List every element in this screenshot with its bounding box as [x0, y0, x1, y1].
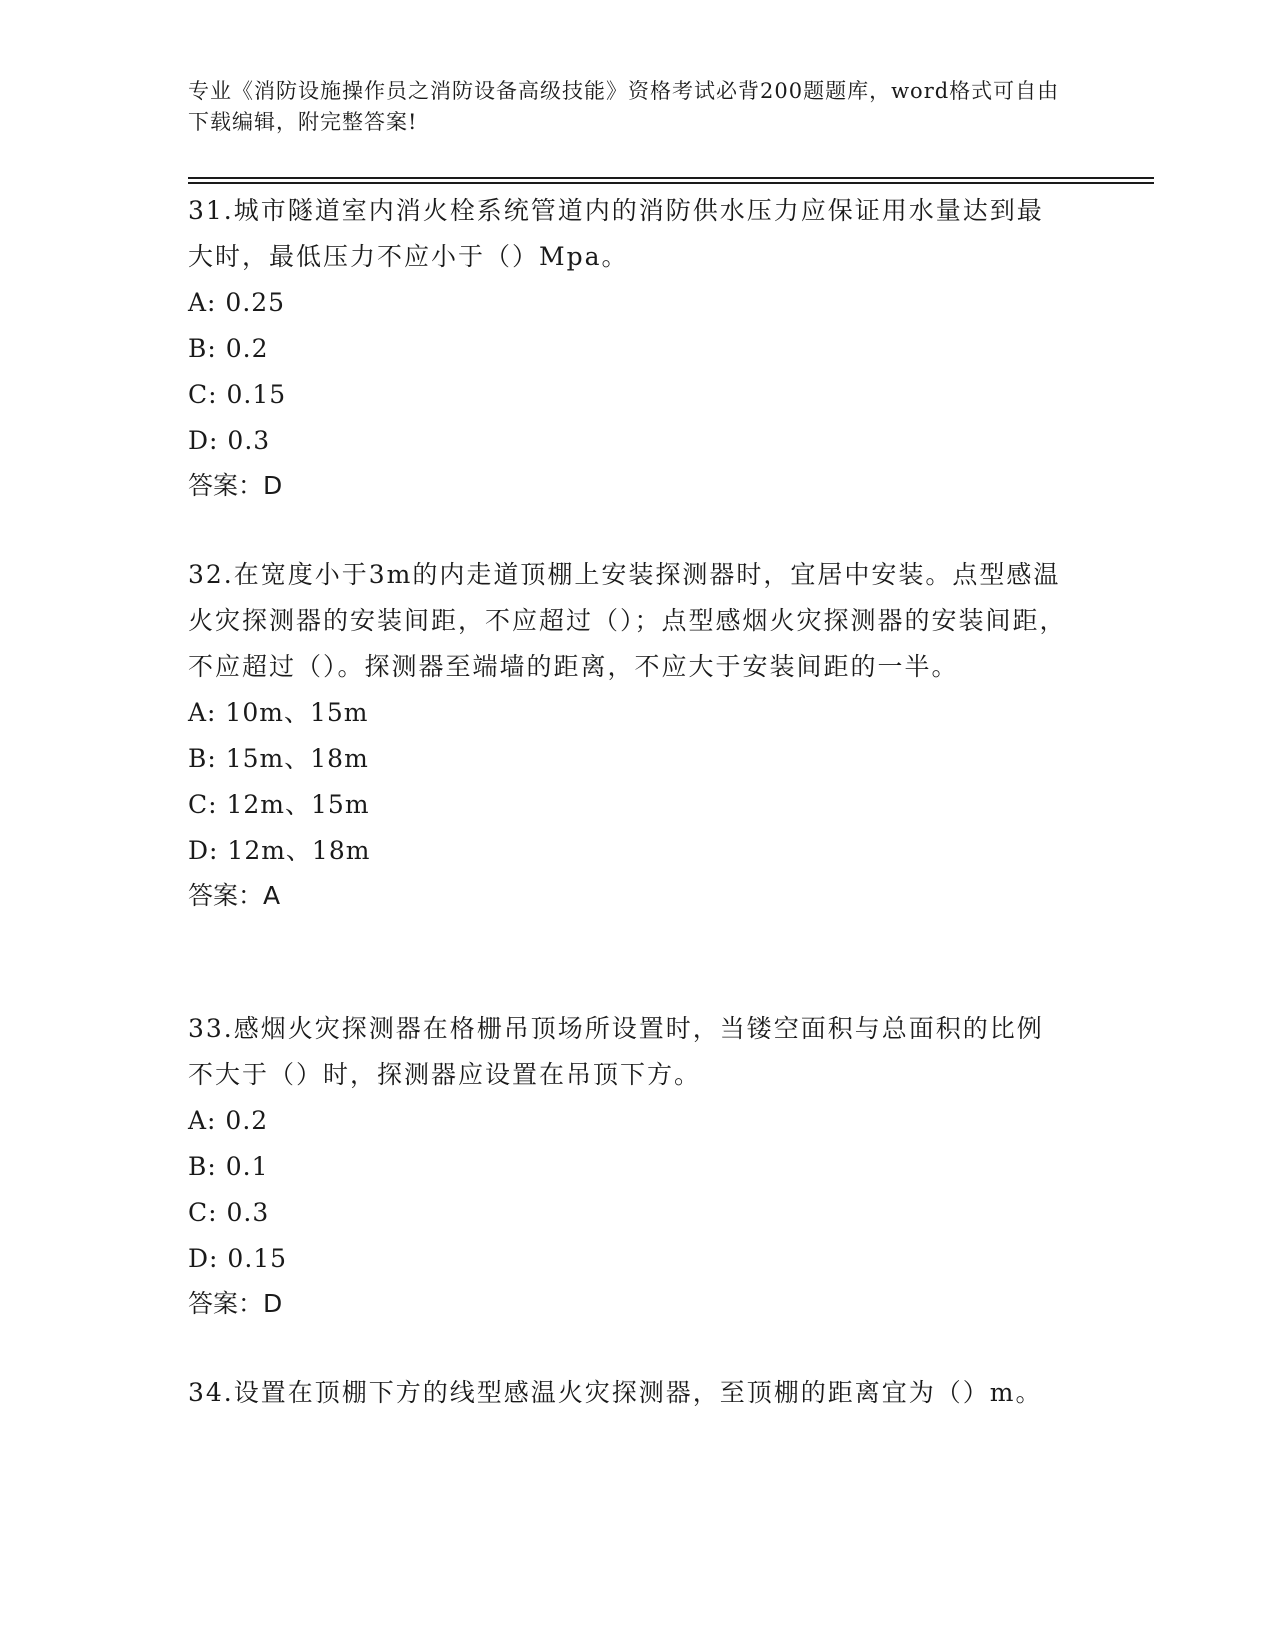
question-stem: 34.设置在顶棚下方的线型感温火灾探测器，至顶棚的距离宜为（）m。 [188, 1378, 1043, 1407]
option-c: C: 0.3 [188, 1198, 270, 1227]
answer-line: 答案：A [188, 881, 281, 910]
answer-line: 答案：D [188, 1289, 283, 1318]
option-d: D: 12m、18m [188, 836, 371, 865]
question-stem: 33.感烟火灾探测器在格栅吊顶场所设置时，当镂空面积与总面积的比例不大于（）时，探测器应设置在吊顶下方。 [188, 1014, 1044, 1089]
question-34 [188, 1370, 1068, 1416]
option-b: B: 15m、18m [188, 744, 369, 773]
question-stem: 32.在宽度小于3m的内走道顶棚上安装探测器时，宜居中安装。点型感温火灾探测器的安装间距，不应超过（）；点型感烟火灾探测器的安装间距，不应超过（）。探测器至端墙的距离，不应大于安装间距的一半。 [188, 560, 1067, 681]
option-d: D: 0.15 [188, 1244, 288, 1273]
option-a: A: 0.2 [188, 1106, 269, 1135]
question-32 [188, 552, 1068, 918]
document-header: 专业《消防设施操作员之消防设备高级技能》资格考试必背200题题库，word格式可自由下载编辑，附完整答案! [188, 79, 1060, 134]
question-stem: 31.城市隧道室内消火栓系统管道内的消防供水压力应保证用水量达到最大时，最低压力不应小于（）Mpa。 [188, 196, 1044, 271]
option-b: B: 0.1 [188, 1152, 269, 1181]
option-a: A: 0.25 [188, 288, 286, 317]
question-33 [188, 1006, 1068, 1326]
header-rule-top [188, 177, 1154, 179]
header-rule-bottom [188, 182, 1154, 184]
option-c: C: 12m、15m [188, 790, 370, 819]
option-b: B: 0.2 [188, 334, 269, 363]
option-a: A: 10m、15m [188, 698, 369, 727]
option-c: C: 0.15 [188, 380, 287, 409]
option-d: D: 0.3 [188, 426, 271, 455]
question-31 [188, 188, 1068, 508]
answer-line: 答案：D [188, 471, 283, 500]
